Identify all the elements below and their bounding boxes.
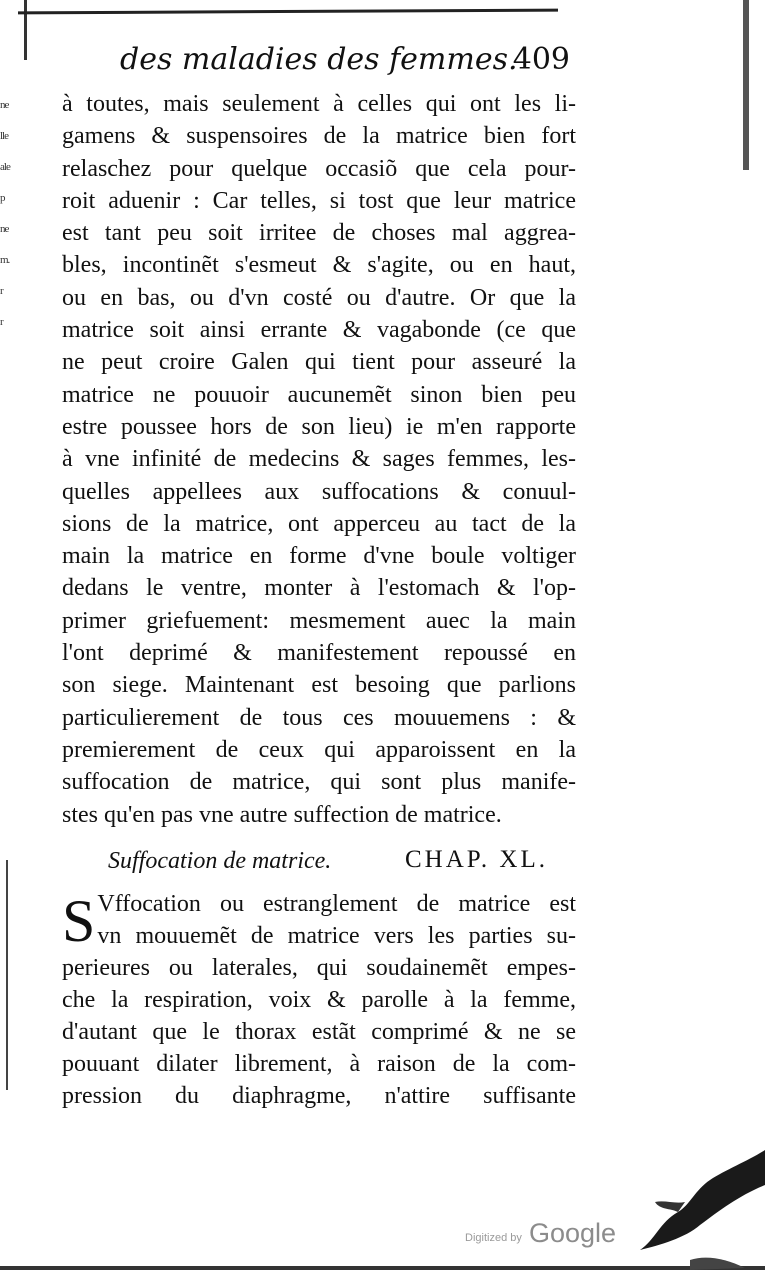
text-line: main la matrice en forme d'vne boule voltiger: [62, 543, 576, 570]
chapter-title: Suffocation de matrice.: [108, 848, 332, 874]
text-line: particulierement de tous ces mouuemens : &: [62, 704, 576, 731]
text-line: vn mouuemẽt de matrice vers les parties su-: [97, 923, 576, 949]
page-edge-shadow: [24, 0, 27, 60]
text-line: est tant peu soit irritee de choses mal aggrea-: [62, 220, 576, 247]
text-line: l'ont deprimé & manifestement repoussé en: [62, 640, 576, 667]
chapter-number: CHAP. XL.: [405, 846, 548, 873]
text-line: pouuant dilater librement, à raison de la com-: [62, 1051, 576, 1077]
margin-note: ne: [0, 223, 9, 235]
google-watermark: [465, 1218, 625, 1252]
text-line: sions de la matrice, ont apperceu au tact de la: [62, 510, 576, 537]
top-border: [18, 9, 558, 15]
text-line: matrice soit ainsi errante & vagabonde (ce que: [62, 317, 576, 344]
text-line: perieures ou laterales, qui soudainemẽt empes-: [62, 955, 576, 981]
text-line: d'autant que le thorax estãt comprimé & ne se: [62, 1019, 576, 1045]
text-line: bles, incontinẽt s'esmeut & s'agite, ou en haut,: [62, 252, 576, 279]
text-line: matrice ne pouuoir aucunemẽt sinon bien peu: [62, 381, 576, 408]
right-edge-shadow: [743, 0, 749, 170]
google-logo: Google: [529, 1218, 617, 1248]
margin-note: m.: [0, 254, 10, 266]
text-line: son siege. Maintenant est besoing que parlions: [62, 672, 576, 699]
gutter-rule: [6, 860, 8, 1090]
text-line: primer griefuement: mesmement auec la main: [62, 607, 576, 634]
text-line: suffocation de matrice, qui sont plus manife-: [62, 769, 576, 796]
text-line: Vffocation ou estranglement de matrice est: [97, 891, 576, 917]
drop-capital: S: [62, 888, 96, 954]
body-text: [62, 88, 576, 831]
text-line: gamens & suspensoires de la matrice bien fort: [62, 123, 576, 150]
running-head: [120, 38, 580, 88]
margin-note: ne: [0, 99, 9, 111]
margin-note: p: [0, 192, 5, 204]
text-line: à toutes, mais seulement à celles qui ont les li-: [62, 91, 576, 117]
chapter-heading: [108, 846, 548, 880]
margin-note: ale: [0, 161, 10, 173]
chapter-text: [62, 888, 576, 1112]
text-line: premierement de ceux qui apparoissent en la: [62, 736, 576, 763]
text-line: ne peut croire Galen qui tient pour asseuré la: [62, 349, 576, 376]
text-line: relaschez pour quelque occasiõ que cela pour-: [62, 155, 576, 182]
margin-note: lle: [0, 130, 8, 142]
text-line: à vne infinité de medecins & sages femmes, les-: [62, 446, 576, 473]
text-line: estre poussee hors de son lieu) ie m'en rapporte: [62, 413, 576, 440]
text-line: stes qu'en pas vne autre suffection de matrice.: [62, 801, 502, 828]
text-line: che la respiration, voix & parolle à la femme,: [62, 987, 576, 1013]
page-corner-shadow: [630, 1150, 765, 1270]
text-line: dedans le ventre, monter à l'estomach & l'op-: [62, 575, 576, 602]
page-number: 409: [512, 42, 570, 77]
facing-page-gutter: [0, 90, 30, 390]
text-line: ou en bas, ou d'vn costé ou d'autre. Or que la: [62, 284, 576, 311]
digitized-by-label: Digitized by: [465, 1232, 522, 1244]
margin-note: r: [0, 316, 3, 328]
margin-note: r: [0, 285, 3, 297]
text-line: roit aduenir : Car telles, si tost que leur matrice: [62, 187, 576, 214]
running-title: des maladies des femmes.: [120, 42, 518, 77]
text-line: pression du diaphragme, n'attire suffisante: [62, 1083, 576, 1109]
text-line: quelles appellees aux suffocations & conuul-: [62, 478, 576, 505]
